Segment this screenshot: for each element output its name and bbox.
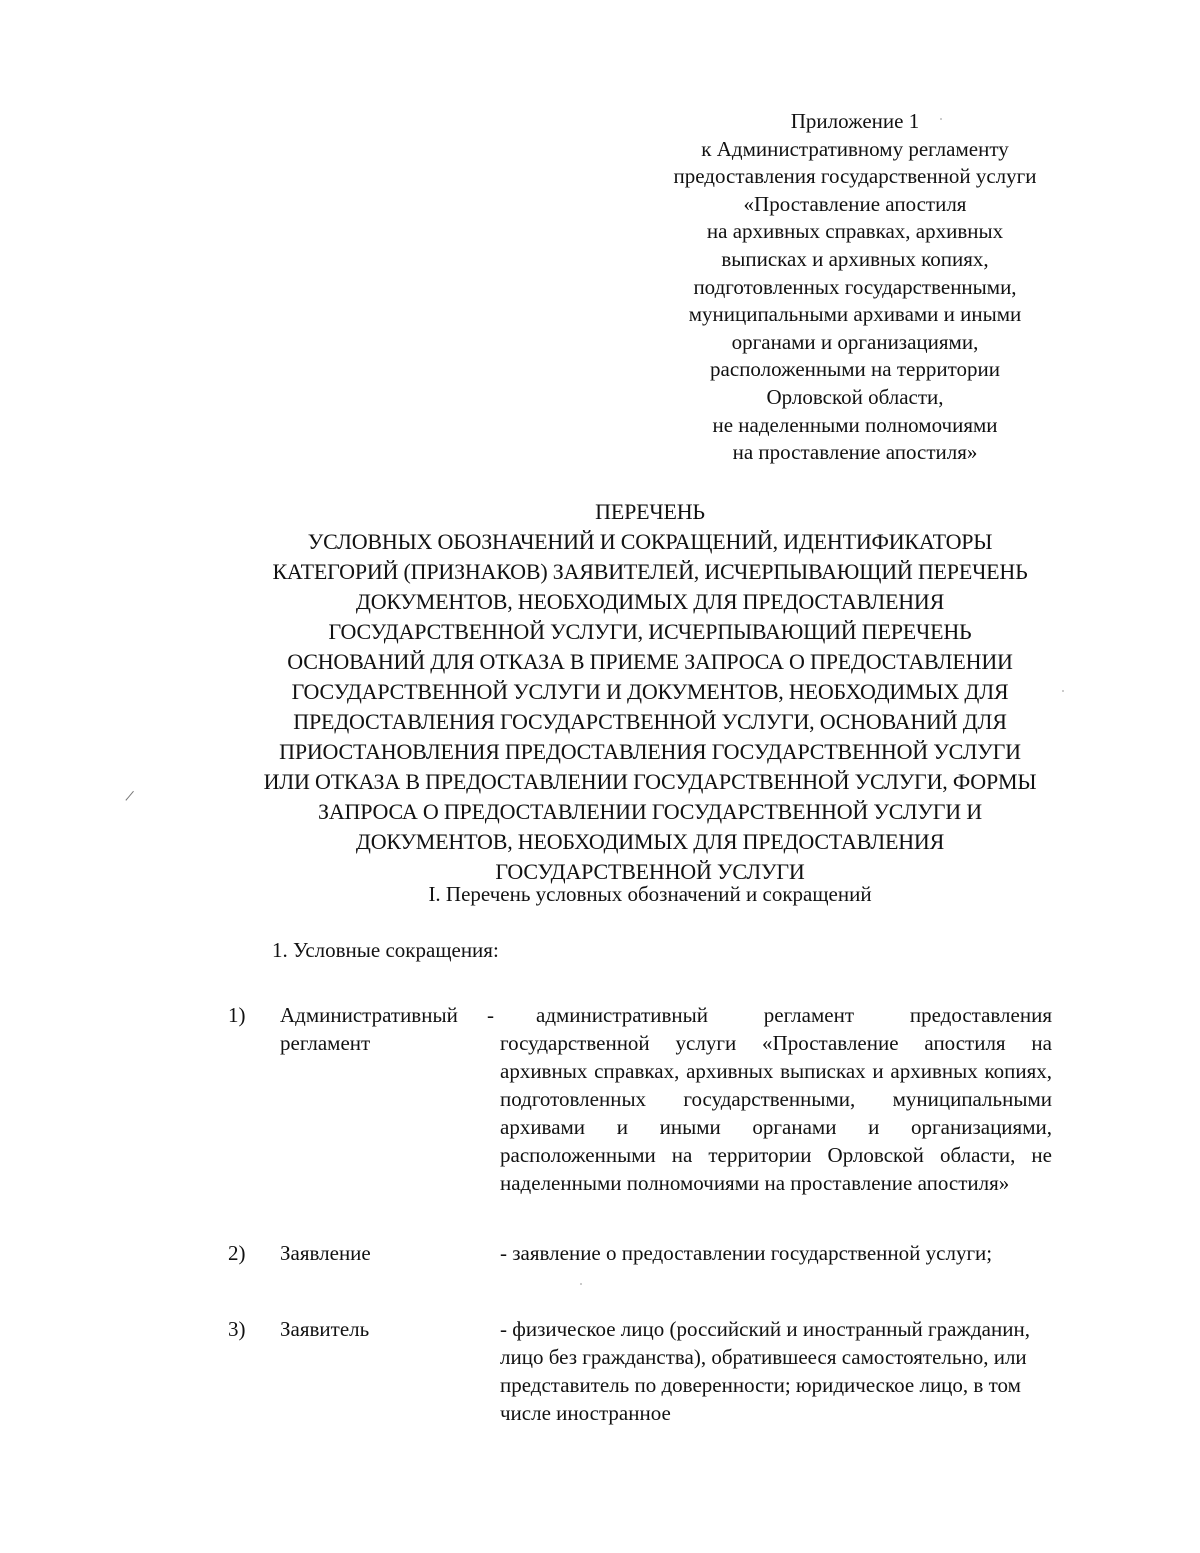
title-line: КАТЕГОРИЙ (ПРИЗНАКОВ) ЗАЯВИТЕЛЕЙ, ИСЧЕРПЫВАЮЩИЙ ПЕРЕЧЕНЬ xyxy=(272,559,1028,584)
appendix-line: Приложение 1 xyxy=(790,109,920,133)
appendix-line: Орловской области, xyxy=(766,384,944,409)
item-definition: - физическое лицо (российский и иностранный гражданин, лицо без гражданства), обратившееся самостоятельно, или представитель по доверенности; юридическое лицо, в том числе иностранное xyxy=(500,1317,1030,1425)
appendix-line: предоставления государственной услуги xyxy=(673,164,1037,189)
title-line: ГОСУДАРСТВЕННОЙ УСЛУГИ xyxy=(495,859,805,884)
document-title xyxy=(160,497,1140,887)
title-line: ГОСУДАРСТВЕННОЙ УСЛУГИ И ДОКУМЕНТОВ, НЕОБХОДИМЫХ ДЛЯ xyxy=(291,679,1009,704)
appendix-line: подготовленных государственными, xyxy=(693,274,1017,299)
title-line: ПРИОСТАНОВЛЕНИЯ ПРЕДОСТАВЛЕНИЯ ГОСУДАРСТВЕННОЙ УСЛУГИ xyxy=(279,739,1021,764)
appendix-line: муниципальными архивами и иными xyxy=(688,302,1022,327)
item-number: 3) xyxy=(228,1317,246,1341)
subsection-heading: 1. Условные сокращения: xyxy=(272,938,499,962)
title-line: УСЛОВНЫХ ОБОЗНАЧЕНИЙ И СОКРАЩЕНИЙ, ИДЕНТИФИКАТОРЫ xyxy=(307,529,993,554)
appendix-header xyxy=(650,108,1060,467)
term-line: Заявление xyxy=(280,1241,371,1265)
title-line: ГОСУДАРСТВЕННОЙ УСЛУГИ, ИСЧЕРПЫВАЮЩИЙ ПЕРЕЧЕНЬ xyxy=(328,619,972,644)
item-dash: - xyxy=(487,1003,494,1027)
item-definition: административный регламент предоставления государственной услуги «Проставление апостиля на архивных справках, архивных выписках и архивных копиях, подготовленных государственными, муниципальными архивами и иными органами и организациями, расположенными на территории Орловской области, не наделенными полномочиями на проставление апостиля» xyxy=(500,1003,1052,1195)
appendix-line: на проставление апостиля» xyxy=(732,440,978,465)
term-line: регламент xyxy=(280,1031,371,1055)
scan-speck xyxy=(580,1283,582,1285)
appendix-line: «Проставление апостиля xyxy=(743,191,967,216)
title-line: ПРЕДОСТАВЛЕНИЯ ГОСУДАРСТВЕННОЙ УСЛУГИ, ОСНОВАНИЙ ДЛЯ xyxy=(293,709,1007,734)
section-heading: I. Перечень условных обозначений и сокращений xyxy=(428,882,872,906)
appendix-line: органами и организациями, xyxy=(731,329,979,354)
title-line: ДОКУМЕНТОВ, НЕОБХОДИМЫХ ДЛЯ ПРЕДОСТАВЛЕНИЯ xyxy=(355,829,945,854)
term-line: Административный xyxy=(280,1003,458,1027)
appendix-line: на архивных справках, архивных xyxy=(706,219,1004,244)
scan-speck xyxy=(940,118,942,120)
title-line: ДОКУМЕНТОВ, НЕОБХОДИМЫХ ДЛЯ ПРЕДОСТАВЛЕНИЯ xyxy=(355,589,945,614)
item-number: 2) xyxy=(228,1241,246,1265)
title-line: ПЕРЕЧЕНЬ xyxy=(595,499,705,524)
item-number: 1) xyxy=(228,1003,246,1027)
title-line: ОСНОВАНИЙ ДЛЯ ОТКАЗА В ПРИЕМЕ ЗАПРОСА О ПРЕДОСТАВЛЕНИИ xyxy=(287,649,1013,674)
appendix-line: выписках и архивных копиях, xyxy=(721,246,989,271)
appendix-line: не наделенными полномочиями xyxy=(712,412,998,437)
term-line: Заявитель xyxy=(280,1317,370,1341)
appendix-line: расположенными на территории xyxy=(710,357,1000,382)
item-definition: - заявление о предоставлении государственной услуги; xyxy=(500,1241,993,1265)
margin-pen-mark xyxy=(125,791,141,807)
item-term xyxy=(280,1315,490,1343)
scan-speck xyxy=(1062,690,1064,692)
item-term xyxy=(280,1001,490,1057)
appendix-line: к Административному регламенту xyxy=(701,136,1009,161)
title-line: ЗАПРОСА О ПРЕДОСТАВЛЕНИИ ГОСУДАРСТВЕННОЙ УСЛУГИ И xyxy=(318,799,982,824)
item-term xyxy=(280,1239,490,1267)
title-line: ИЛИ ОТКАЗА В ПРЕДОСТАВЛЕНИИ ГОСУДАРСТВЕННОЙ УСЛУГИ, ФОРМЫ xyxy=(263,769,1037,794)
